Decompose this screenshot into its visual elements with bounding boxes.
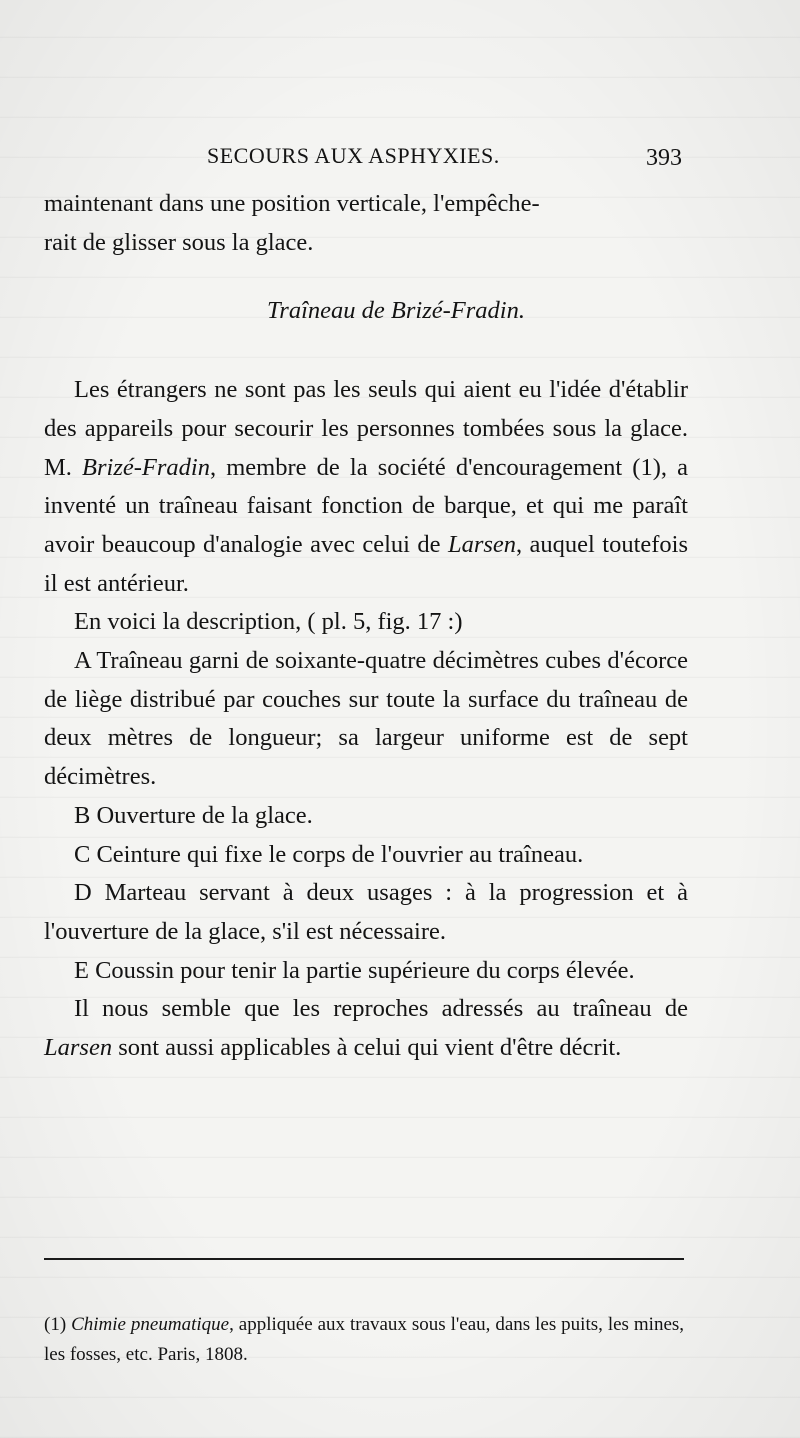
legend-item-b: B Ouverture de la glace. (74, 801, 313, 829)
paragraph-intro-part3: , auquel toutefois il est antérieur. (44, 530, 689, 597)
page-header (0, 143, 800, 183)
body-text (44, 185, 688, 1068)
running-head: SECOURS AUX ASPHYXIES. (207, 143, 500, 168)
name-larsen: Larsen (447, 530, 517, 558)
legend-item-a: A Traîneau garni de soixante-quatre décimètres cubes d'écorce de liège distribué par couches sur toute la surface du traîneau de deux mètres de longueur; sa largeur uniforme est de sept décimètres. (44, 647, 688, 791)
paragraph-conclusion-part1: Il nous semble que les reproches adressés au traîneau de (74, 995, 688, 1023)
paragraph-description: En voici la description, ( pl. 5, fig. 17 :) (74, 608, 463, 636)
footnote-body: , appliquée aux travaux sous l'eau, dans les puits, les mines, les fosses, etc. Paris, 1808. (44, 1314, 685, 1365)
name-brize-fradin: Brizé-Fradin (82, 453, 210, 481)
footnote (44, 1310, 684, 1370)
footnote-text (44, 1310, 684, 1370)
paragraph-conclusion-part2: sont aussi applicables à celui qui vient d'être décrit. (112, 1034, 622, 1062)
section-heading: Traîneau de Brizé-Fradin. (267, 297, 525, 325)
name-larsen-2: Larsen (44, 1034, 113, 1062)
paragraph-intro-part2: , membre de la société d'encouragement (1), a inventé un traîneau faisant fonction de barque, et qui me paraît avoir beaucoup d'analogie avec celui de (44, 453, 688, 558)
legend-item-c: C Ceinture qui fixe le corps de l'ouvrier au traîneau. (74, 840, 584, 868)
legend-item-d: D Marteau servant à deux usages : à la progression et à l'ouverture de la glace, s'il est nécessaire. (44, 879, 688, 945)
footnote-rule (44, 1258, 684, 1260)
paragraph-intro-part1: Les étrangers ne sont pas les seuls qui aient eu l'idée d'établir des appareils pour secourir les personnes tombées sous la glace. M. (44, 376, 688, 481)
legend-item-e: E Coussin pour tenir la partie supérieure du corps élevée. (74, 956, 635, 984)
paragraph-intro (44, 371, 688, 603)
continued-line-1: maintenant dans une position verticale, l'empêche- (44, 190, 540, 217)
page-number: 393 (646, 145, 682, 171)
continued-paragraph (44, 185, 688, 262)
footnote-marker: (1) (44, 1314, 72, 1335)
paragraph-conclusion (44, 990, 688, 1067)
continued-line-2: rait de glisser sous la glace. (44, 228, 314, 256)
footnote-title: Chimie pneumatique (71, 1314, 230, 1335)
